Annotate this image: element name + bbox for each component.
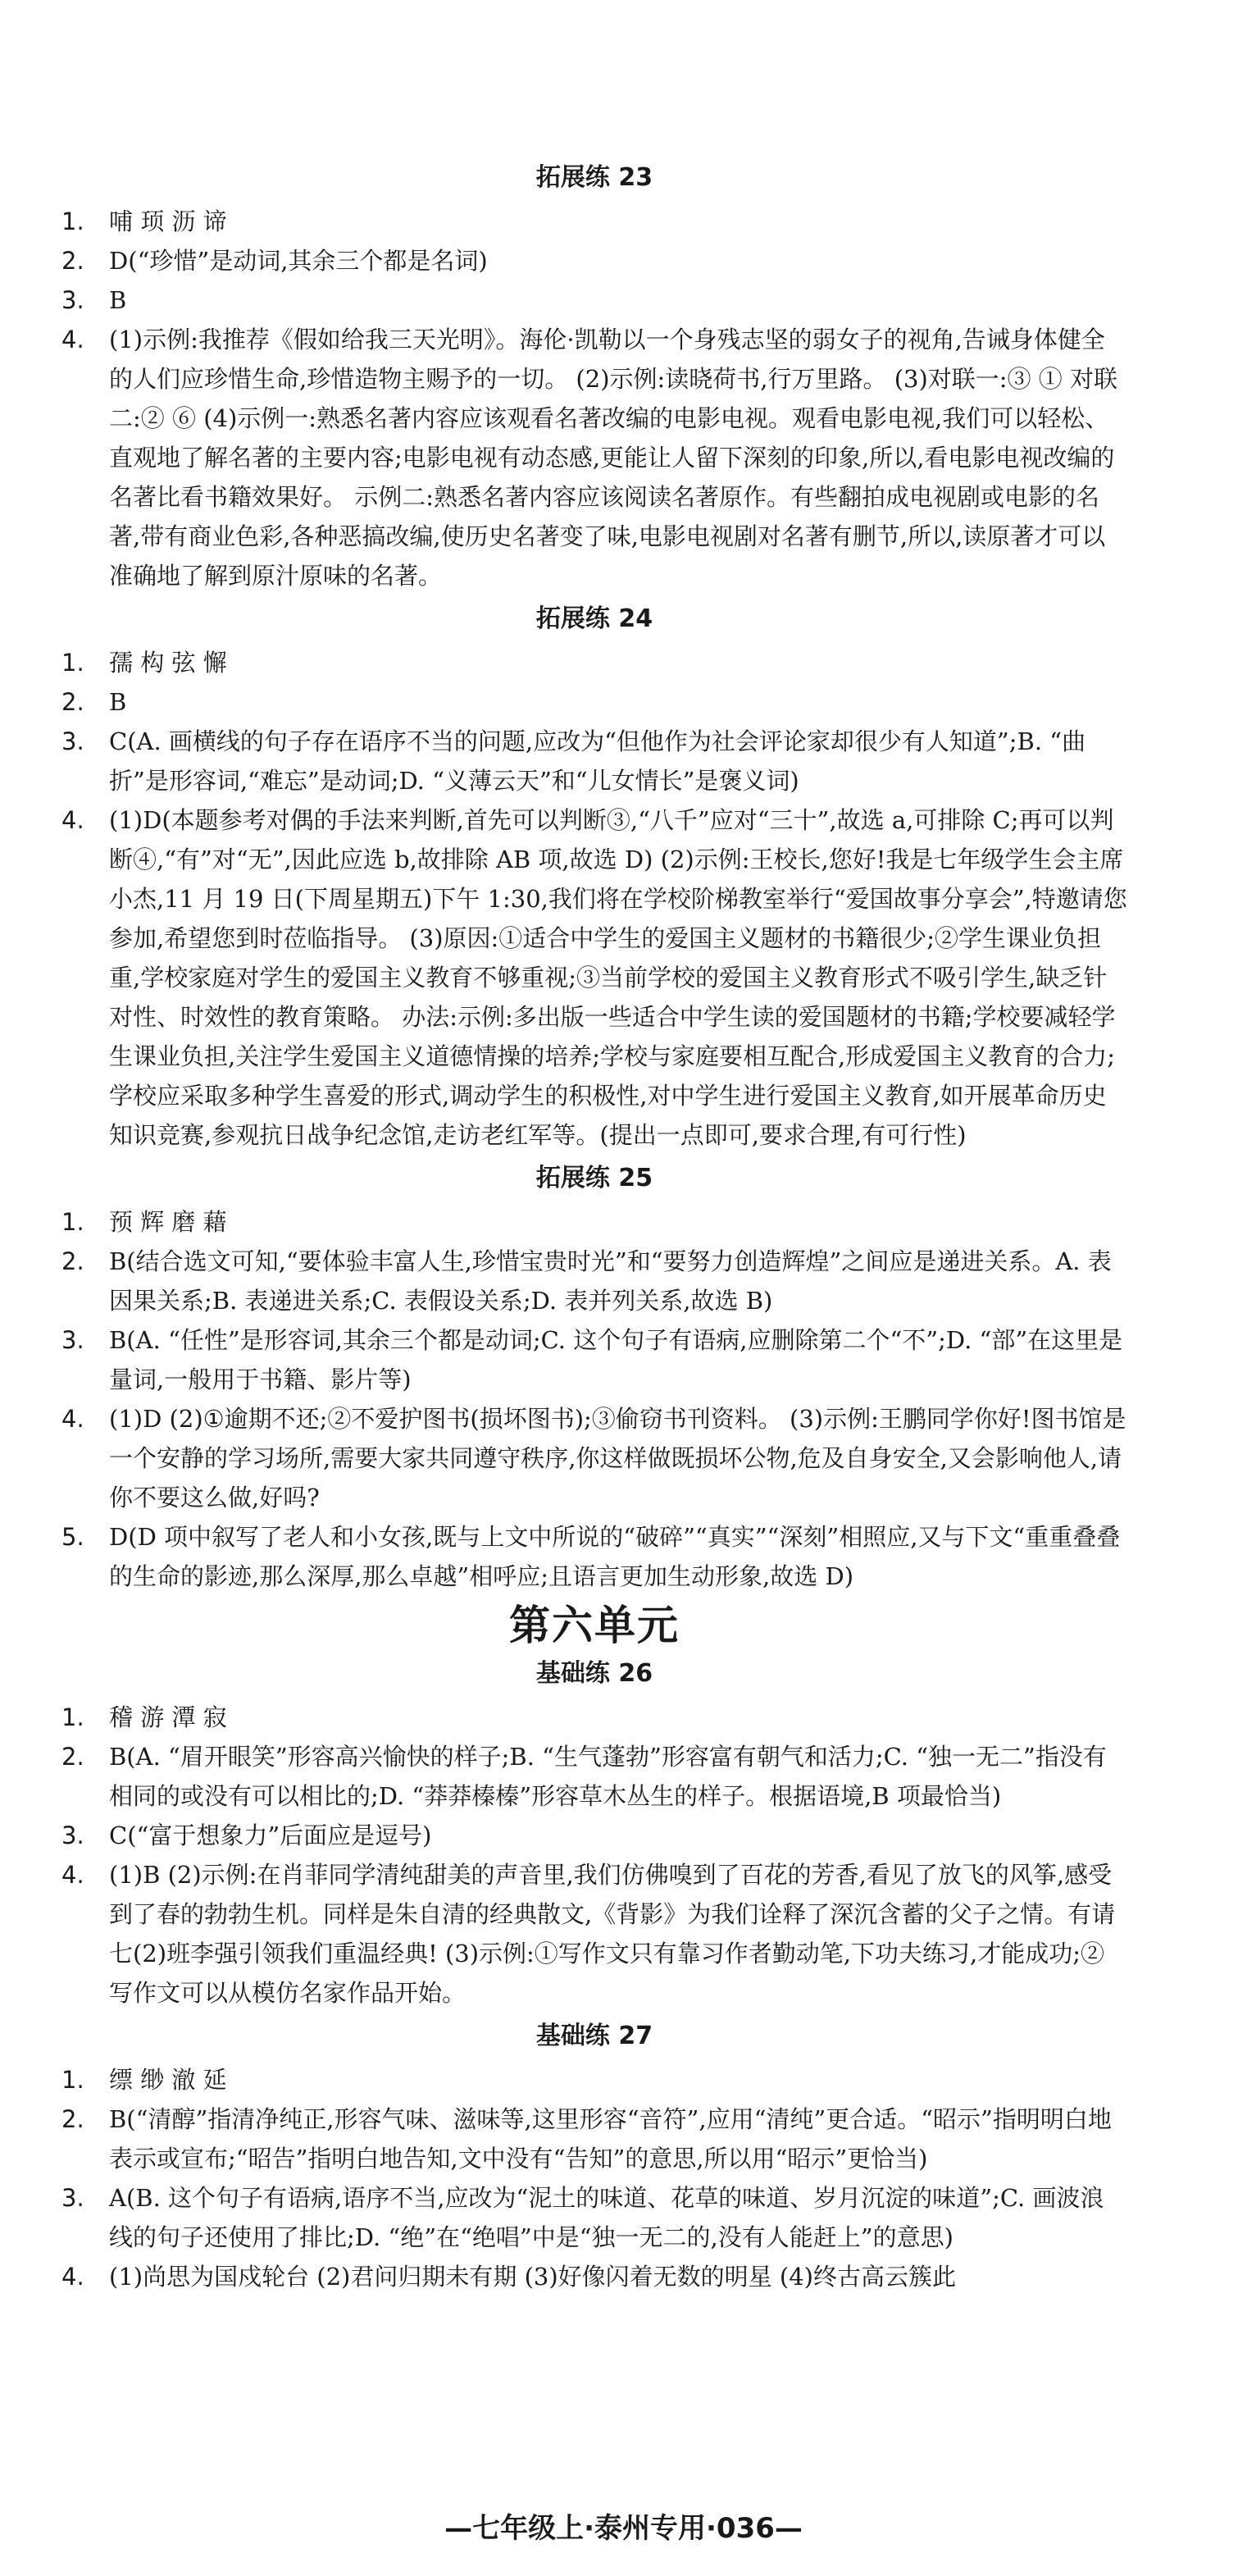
item-number: 5. [61, 1523, 84, 1551]
answer-item [61, 682, 1127, 722]
section-title: 基础练 26 [535, 1659, 653, 1688]
content [61, 154, 1127, 2296]
item-text: B(A. “眉开眼笑”形容高兴愉快的样子;B. “生气蓬勃”形容富有朝气和活力;C. “独一无二”指没有相同的或没有可以相比的;D. “莽莽榛榛”形容草木丛生的样子。根据语境,B 项最恰当) [109, 1743, 1107, 1810]
item-number: 1. [61, 1703, 84, 1731]
answer-item [61, 1698, 1127, 1737]
answer-item [61, 1816, 1127, 1855]
item-number: 1. [61, 1208, 84, 1236]
item-text: (1)示例:我推荐《假如给我三天光明》。海伦·凯勒以一个身残志坚的弱女子的视角,告诫身体健全的人们应珍惜生命,珍惜造物主赐予的一切。 (2)示例:读晓荷书,行万里路。 (3)对联一:③ ① 对联二:② ⑥ (4)示例一:熟悉名著内容应该观看名著改编的电影电视。观看电影电视,我们可以轻松、直观地了解名著的主要内容;电影电视有动态感,更能让人留下深刻的印象,所以,看电影电视改编的名著比看书籍效果好。 示例二:熟悉名著内容应该阅读名著原作。有些翻拍成电视剧或电影的名著,带有商业色彩,各种恶搞改编,使历史名著变了味,电影电视剧对名著有删节,所以,读原著才可以准确地了解到原汁原味的名著。 [109, 326, 1118, 590]
unit-title: 第六单元 [509, 1601, 680, 1649]
answer-item [61, 320, 1127, 595]
item-text: B [109, 688, 127, 716]
item-text: (1)尚思为国戍轮台 (2)君问归期未有期 (3)好像闪着无数的明星 (4)终古高云簇此 [109, 2263, 956, 2291]
item-number: 1. [61, 2066, 84, 2094]
item-text: 预 辉 磨 藉 [109, 1208, 227, 1236]
item-text: C(A. 画横线的句子存在语序不当的问题,应改为“但他作为社会评论家却很少有人知道”;B. “曲折”是形容词,“难忘”是动词;D. “义薄云天”和“儿女情长”是褒义词) [109, 727, 1086, 795]
answer-item [61, 1242, 1127, 1320]
item-number: 2. [61, 1247, 84, 1275]
section-jichu-27 [61, 2016, 1127, 2296]
item-text: A(B. 这个句子有语病,语序不当,应改为“泥土的味道、花草的味道、岁月沉淀的味道”;C. 画波浪线的句子还使用了排比;D. “绝”在“绝唱”中是“独一无二的,没有人能赶上”的意思) [109, 2184, 1104, 2251]
item-number: 2. [61, 2105, 84, 2133]
item-number: 4. [61, 1861, 84, 1889]
answer-item [61, 202, 1127, 241]
answer-item [61, 643, 1127, 682]
item-text: B(“清醇”指清净纯正,形容气味、滋味等,这里形容“音符”,应用“清纯”更合适。“昭示”指明明白地表示或宣布;“昭告”指明白地告知,文中没有“告知”的意思,所以用“昭示”更恰当) [109, 2105, 1112, 2173]
answer-item [61, 241, 1127, 280]
answer-item [61, 800, 1127, 1155]
item-number: 4. [61, 2263, 84, 2291]
answer-item [61, 1737, 1127, 1816]
answer-item [61, 2178, 1127, 2257]
page-footer: —七年级上·泰州专用·036— [444, 2512, 803, 2545]
answer-item [61, 1320, 1127, 1399]
item-number: 4. [61, 1405, 84, 1433]
answer-item [61, 1517, 1127, 1596]
section-title: 拓展练 23 [535, 163, 653, 192]
answer-item [61, 2060, 1127, 2100]
section-tuozhan-25 [61, 1158, 1127, 1596]
section-tuozhan-24 [61, 599, 1127, 1155]
section-jichu-26 [61, 1601, 1127, 2013]
item-number: 2. [61, 688, 84, 716]
item-text: (1)B (2)示例:在肖菲同学清纯甜美的声音里,我们仿佛嗅到了百花的芳香,看见了放飞的风筝,感受到了春的勃勃生机。同样是朱自清的经典散文,《背影》为我们诠释了深沉含蓄的父子之情。有请七(2)班李强引领我们重温经典! (3)示例:①写作文只有靠习作者勤动笔,下功夫练习,才能成功;②写作文可以从模仿名家作品开始。 [109, 1861, 1116, 2007]
answer-item [61, 280, 1127, 320]
item-number: 1. [61, 649, 84, 677]
item-number: 2. [61, 1743, 84, 1771]
item-number: 1. [61, 207, 84, 235]
item-number: 4. [61, 326, 84, 353]
item-text: D(“珍惜”是动词,其余三个都是名词) [109, 247, 488, 275]
section-title: 基础练 27 [535, 2022, 653, 2050]
section-title: 拓展练 24 [535, 604, 653, 633]
item-number: 3. [61, 1326, 84, 1354]
item-text: 缥 缈 澈 延 [109, 2066, 227, 2094]
item-text: (1)D (2)①逾期不还;②不爱护图书(损坏图书);③偷窃书刊资料。 (3)示例:王鹏同学你好!图书馆是一个安静的学习场所,需要大家共同遵守秩序,你这样做既损坏公物,危及自身安全,又会影响他人,请你不要这么做,好吗? [109, 1405, 1126, 1511]
answer-item [61, 1399, 1127, 1517]
item-text: C(“富于想象力”后面应是逗号) [109, 1821, 432, 1849]
answer-item [61, 2257, 1127, 2296]
section-title: 拓展练 25 [535, 1164, 653, 1192]
item-text: B(A. “任性”是形容词,其余三个都是动词;C. 这个句子有语病,应删除第二个“不”;D. “部”在这里是量词,一般用于书籍、影片等) [109, 1326, 1123, 1393]
answer-item [61, 1202, 1127, 1242]
item-text: 稽 游 潭 寂 [109, 1703, 227, 1731]
item-number: 3. [61, 286, 84, 314]
item-text: (1)D(本题参考对偶的手法来判断,首先可以判断③,“八千”应对“三十”,故选 a,可排除 C;再可以判断④,“有”对“无”,因此应选 b,故排除 AB 项,故选 D) (2)示例:王校长,您好!我是七年级学生会主席小杰,11 月 19 日(下周星期五)下午 1:30,我们将在学校阶梯教室举行“爱国故事分享会”,特邀请您参加,希望您到时莅临指导。 (3)原因:①适合中学生的爱国主义题材的书籍很少;②学生课业负担重,学校家庭对学生的爱国主义教育不够重视;③当前学校的爱国主义教育形式不吸引学生,缺乏针对性、时效性的教育策略。 办法:示例:多出版一些适合中学生读的爱国题材的书籍;学校要减轻学生课业负担,关注学生爱国主义道德情操的培养;学校与家庭要相互配合,形成爱国主义教育的合力;学校应采取多种学生喜爱的形式,调动学生的积极性,对中学生进行爱国主义教育,如开展革命历史知识竞赛,参观抗日战争纪念馆,走访老红军等。(提出一点即可,要求合理,有可行性) [109, 806, 1127, 1149]
item-text: 孺 构 弦 懈 [109, 649, 227, 677]
section-tuozhan-23 [61, 157, 1127, 595]
item-number: 3. [61, 2184, 84, 2212]
item-text: D(D 项中叙写了老人和小女孩,既与上文中所说的“破碎”“真实”“深刻”相照应,又与下文“重重叠叠的生命的影迹,那么深厚,那么卓越”相呼应;且语言更加生动形象,故选 D) [109, 1523, 1121, 1590]
item-text: B(结合选文可知,“要体验丰富人生,珍惜宝贵时光”和“要努力创造辉煌”之间应是递进关系。A. 表因果关系;B. 表递进关系;C. 表假设关系;D. 表并列关系,故选 B) [109, 1247, 1112, 1315]
item-text: 哺 顼 沥 谛 [109, 207, 227, 235]
answer-item [61, 1855, 1127, 2013]
item-number: 2. [61, 247, 84, 275]
item-text: B [109, 286, 127, 314]
item-number: 4. [61, 806, 84, 834]
item-number: 3. [61, 727, 84, 755]
item-number: 3. [61, 1821, 84, 1849]
answer-item [61, 722, 1127, 800]
answer-item [61, 2100, 1127, 2178]
